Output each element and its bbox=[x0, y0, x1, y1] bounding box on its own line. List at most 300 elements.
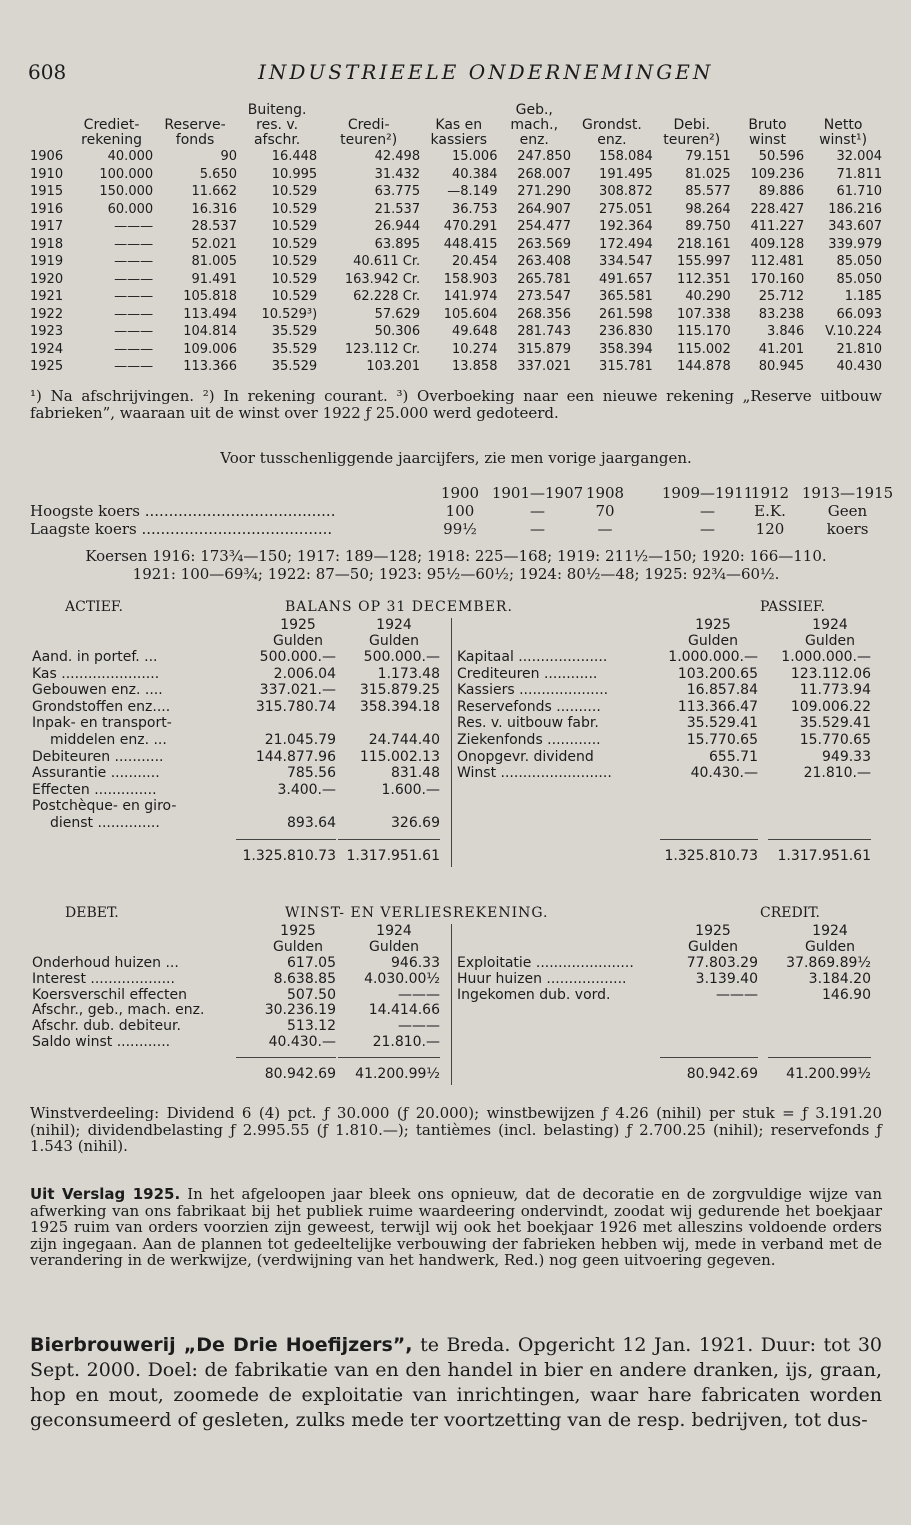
left-item-1924: 326.69 bbox=[391, 815, 440, 831]
right-item-label: Ziekenfonds ............ bbox=[457, 732, 601, 748]
left-item-1924: 24.744.40 bbox=[368, 732, 440, 748]
left-item-1925: 21.045.79 bbox=[264, 732, 336, 748]
section-right-heading: PASSIEF. bbox=[760, 599, 825, 615]
left-item-1925: 3.400.— bbox=[277, 781, 336, 798]
table-cell: 112.351 bbox=[676, 271, 731, 287]
table-cell: 113.494 bbox=[183, 306, 237, 322]
table-cell: 334.547 bbox=[599, 254, 653, 270]
total-rule bbox=[768, 839, 871, 840]
table-cell: 11.662 bbox=[191, 184, 237, 200]
table-cell: 35.529 bbox=[271, 341, 318, 357]
total-rule bbox=[660, 1057, 758, 1058]
table-cell: 192.364 bbox=[599, 219, 653, 235]
right-item-1925: 77.803.29 bbox=[686, 955, 758, 971]
table-cell: 16.316 bbox=[191, 201, 237, 217]
hoogste-koers-value: — bbox=[700, 502, 715, 520]
year-cell: 1921 bbox=[30, 289, 64, 305]
table-cell: 13.858 bbox=[451, 359, 498, 375]
table-cell: 90 bbox=[220, 149, 237, 165]
column-header-line: rekening bbox=[81, 132, 142, 148]
table-cell: 10.529 bbox=[271, 271, 318, 287]
right-item-1924: 146.90 bbox=[822, 986, 871, 1003]
table-cell: 337.021 bbox=[517, 359, 571, 375]
left-item-1925: 500.000.— bbox=[259, 649, 336, 665]
table-cell: 358.394 bbox=[599, 341, 653, 357]
table-cell: 170.160 bbox=[750, 271, 805, 287]
left-item-1924: 1.600.— bbox=[381, 781, 440, 798]
left-item-1925: 785.56 bbox=[287, 765, 336, 782]
year-1924-right: 1924 bbox=[812, 923, 848, 939]
table-cell: 264.907 bbox=[517, 201, 571, 217]
table-cell: 315.781 bbox=[599, 359, 653, 375]
table-cell: 42.498 bbox=[374, 149, 421, 165]
laagste-koers-value: koers bbox=[826, 520, 869, 538]
left-item-label: Grondstoffen enz.... bbox=[32, 698, 171, 715]
table-cell: 40.290 bbox=[685, 289, 731, 305]
table-cell: 268.007 bbox=[517, 166, 571, 182]
left-item-label: Assurantie ........... bbox=[32, 765, 160, 782]
column-header-line: res. v. bbox=[256, 117, 299, 133]
table-cell: 10.995 bbox=[271, 166, 318, 182]
table-cell: 275.051 bbox=[599, 201, 653, 217]
right-item-label: Exploitatie ...................... bbox=[457, 955, 634, 971]
table-row bbox=[30, 306, 882, 324]
table-cell: 40.611 Cr. bbox=[353, 254, 421, 270]
year-cell: 1923 bbox=[30, 324, 64, 340]
table-row bbox=[30, 253, 882, 271]
year-1925-left: 1925 bbox=[280, 923, 316, 939]
running-title: INDUSTRIEELE ONDERNEMINGEN bbox=[258, 60, 714, 84]
table-cell: ——— bbox=[114, 324, 154, 340]
table-cell: 491.657 bbox=[599, 271, 653, 287]
column-header bbox=[420, 103, 497, 148]
table-cell: 31.432 bbox=[374, 166, 421, 182]
total-rule bbox=[660, 839, 758, 840]
left-item-label: Interest ................... bbox=[32, 970, 175, 987]
table-cell: 247.850 bbox=[517, 149, 571, 165]
laagste-koers-value: — bbox=[530, 520, 545, 538]
unit-left-2: Gulden bbox=[369, 939, 419, 955]
company-name: Bierbrouwerij „De Drie Hoefijzers”, bbox=[30, 1334, 413, 1356]
table-row bbox=[30, 148, 882, 166]
table-cell: 35.529 bbox=[271, 359, 318, 375]
table-cell: 52.021 bbox=[191, 236, 237, 252]
table-cell: 141.974 bbox=[443, 289, 498, 305]
table-cell: 21.810 bbox=[836, 341, 882, 357]
table-cell: 115.170 bbox=[676, 324, 731, 340]
left-item-1924: 500.000.— bbox=[363, 649, 440, 665]
left-total-1924: 1.317.951.61 bbox=[346, 847, 440, 864]
table-cell: 79.151 bbox=[685, 149, 731, 165]
column-header-line: mach., bbox=[510, 117, 559, 133]
table-cell: —8.149 bbox=[447, 184, 498, 200]
hoogste-koers-value: E.K. bbox=[754, 502, 786, 520]
column-header-line: winst¹) bbox=[819, 132, 868, 148]
left-item-1924: 1.173.48 bbox=[377, 665, 440, 682]
table-cell: 1.185 bbox=[844, 289, 882, 305]
column-header-line: teuren²) bbox=[340, 132, 398, 148]
table-cell: ——— bbox=[114, 236, 154, 252]
historical-figures-table bbox=[30, 103, 882, 376]
year-1925-right: 1925 bbox=[695, 617, 731, 633]
left-item-label: Onderhoud huizen ... bbox=[32, 955, 179, 971]
table-cell: 35.529 bbox=[271, 324, 318, 340]
koers-year-value: 1900 bbox=[440, 484, 480, 502]
table-cell: 103.201 bbox=[366, 359, 421, 375]
left-item-label: Inpak- en transport- bbox=[32, 715, 172, 732]
right-item-label: Res. v. uitbouw fabr. bbox=[457, 715, 599, 732]
unit-left-2: Gulden bbox=[369, 633, 419, 649]
year-cell: 1919 bbox=[30, 254, 64, 270]
table-cell: 91.491 bbox=[191, 271, 237, 287]
left-item-1925: 40.430.— bbox=[268, 1034, 336, 1050]
table-row bbox=[30, 183, 882, 201]
column-header-line: kassiers bbox=[430, 132, 488, 148]
table-cell: 63.895 bbox=[374, 236, 421, 252]
right-item-1924: 3.184.20 bbox=[808, 970, 871, 987]
right-total-1925: 80.942.69 bbox=[686, 1065, 758, 1082]
table-cell: 26.944 bbox=[374, 219, 421, 235]
table-cell: 10.529³) bbox=[261, 306, 318, 322]
table-cell: 10.529 bbox=[271, 289, 318, 305]
table-cell: 186.216 bbox=[828, 201, 882, 217]
table-cell: 265.781 bbox=[517, 271, 571, 287]
right-item-label: Ingekomen dub. vord. bbox=[457, 986, 611, 1003]
hoogste-koers-value: 70 bbox=[595, 502, 615, 520]
table-cell: 261.598 bbox=[599, 306, 653, 322]
table-cell: 80.945 bbox=[758, 359, 805, 375]
table-cell: 158.903 bbox=[443, 271, 498, 287]
right-total-1924: 1.317.951.61 bbox=[777, 847, 871, 864]
table-cell: 273.547 bbox=[517, 289, 571, 305]
table-cell: 218.161 bbox=[676, 236, 731, 252]
column-header bbox=[317, 103, 420, 148]
footnotes: ¹) Na afschrijvingen. ²) In rekening courant. ³) Overboeking naar een nieuwe rekening „Reserve uitbouw fabrieken”, waaraan uit de winst over 1922 ƒ 25.000 werd gedoteerd. bbox=[30, 387, 882, 422]
left-item-label: middelen enz. ... bbox=[50, 732, 167, 748]
total-rule bbox=[768, 1057, 871, 1058]
koers-year-value: 1908 bbox=[585, 484, 625, 502]
right-item-label: Reservefonds .......... bbox=[457, 698, 601, 715]
company-text: te Breda. Opgericht 12 Jan. 1921. Duur: tot 30 Sept. 2000. Doel: de fabrikatie van en den handel in bier en andere dranken, ijs, graan, hop en mout, zoomede de exploitatie van inrichtingen, waar hare fabricaten worden geconsumeerd of gesleten, zulks mede ter voortzetting van de resp. bedrijven, tot dus- bbox=[30, 1334, 883, 1431]
year-cell: 1906 bbox=[30, 149, 64, 165]
koers-year-value: 1913—1915 bbox=[801, 484, 894, 502]
right-item-1924: 15.770.65 bbox=[799, 732, 871, 748]
table-cell: 308.872 bbox=[599, 184, 653, 200]
year-cell: 1920 bbox=[30, 271, 64, 287]
table-cell: 49.648 bbox=[451, 324, 498, 340]
table-row bbox=[30, 236, 882, 254]
column-header bbox=[731, 103, 805, 148]
right-item-1925: 103.200.65 bbox=[677, 665, 758, 682]
table-cell: 104.814 bbox=[183, 324, 237, 340]
table-cell: ——— bbox=[114, 254, 154, 270]
left-item-1924: 358.394.18 bbox=[359, 698, 440, 715]
table-cell: 172.494 bbox=[599, 236, 653, 252]
table-row bbox=[30, 341, 882, 359]
column-header-line: winst bbox=[748, 132, 786, 148]
table-cell: 89.750 bbox=[685, 219, 731, 235]
right-item-1925: 35.529.41 bbox=[686, 715, 758, 732]
table-cell: 81.025 bbox=[685, 166, 731, 182]
left-item-label: Afschr., geb., mach. enz. bbox=[32, 1002, 205, 1019]
column-header bbox=[653, 103, 731, 148]
year-cell: 1915 bbox=[30, 184, 64, 200]
column-header bbox=[571, 103, 653, 148]
left-item-1924: 831.48 bbox=[391, 765, 440, 782]
table-cell: 112.481 bbox=[750, 254, 805, 270]
table-cell: 470.291 bbox=[443, 219, 498, 235]
table-cell: 409.128 bbox=[750, 236, 805, 252]
unit-right-2: Gulden bbox=[805, 939, 855, 955]
table-cell: ——— bbox=[114, 359, 154, 375]
table-cell: 411.227 bbox=[750, 219, 805, 235]
table-cell: ——— bbox=[114, 341, 154, 357]
table-cell: 40.430 bbox=[836, 359, 882, 375]
table-cell: 10.274 bbox=[451, 341, 498, 357]
koersen-line-2: 1921: 100—69¾; 1922: 87—50; 1923: 95½—60½; 1924: 80½—48; 1925: 92¾—60½. bbox=[132, 565, 780, 583]
table-cell: 109.236 bbox=[750, 166, 805, 182]
column-header bbox=[804, 103, 882, 148]
column-header-line: Credi- bbox=[347, 117, 390, 133]
right-item-label: Kapitaal .................... bbox=[457, 649, 608, 665]
column-header-line: enz. bbox=[597, 132, 627, 148]
table-cell: 10.529 bbox=[271, 184, 318, 200]
hoogste-koers-value: 100 bbox=[445, 502, 475, 520]
table-cell: 63.775 bbox=[374, 184, 421, 200]
table-cell: 163.942 Cr. bbox=[344, 271, 421, 287]
verslag-paragraph bbox=[30, 1186, 882, 1269]
total-rule bbox=[338, 839, 440, 840]
center-rule bbox=[451, 618, 452, 867]
table-cell: 115.002 bbox=[676, 341, 731, 357]
hoogste-koers-value: — bbox=[530, 502, 545, 520]
table-row bbox=[30, 218, 882, 236]
right-item-1925: 15.770.65 bbox=[686, 732, 758, 748]
table-cell: 3.846 bbox=[767, 324, 805, 340]
left-item-1925: 337.021.— bbox=[259, 682, 336, 699]
left-item-label: dienst .............. bbox=[50, 815, 160, 831]
table-cell: 109.006 bbox=[183, 341, 237, 357]
table-cell: 191.495 bbox=[599, 166, 653, 182]
left-item-label: Saldo winst ............ bbox=[32, 1034, 171, 1050]
column-header-line: afschr. bbox=[253, 132, 301, 148]
table-cell: 339.979 bbox=[828, 236, 882, 252]
column-header bbox=[237, 103, 317, 148]
column-header-line: Reserve- bbox=[164, 117, 226, 133]
table-cell: 40.384 bbox=[451, 166, 498, 182]
table-cell: 21.537 bbox=[374, 201, 421, 217]
year-column-header bbox=[30, 103, 70, 148]
table-row bbox=[30, 323, 882, 341]
right-item-1925: ——— bbox=[716, 986, 758, 1003]
left-item-1924: ——— bbox=[398, 986, 440, 1003]
section-left-heading: ACTIEF. bbox=[65, 599, 123, 615]
table-cell: 98.264 bbox=[685, 201, 731, 217]
laagste-koers-value: 99½ bbox=[443, 520, 477, 538]
intermediate-note: Voor tusschenliggende jaarcijfers, zie men vorige jaargangen. bbox=[220, 449, 692, 467]
total-rule bbox=[236, 839, 336, 840]
verslag-lead: Uit Verslag 1925. bbox=[30, 1185, 181, 1203]
table-cell: 16.448 bbox=[271, 149, 318, 165]
column-header bbox=[70, 103, 153, 148]
left-item-label: Kas ...................... bbox=[32, 665, 160, 682]
laagste-koers-value: 120 bbox=[755, 520, 785, 538]
column-header bbox=[497, 103, 571, 148]
table-cell: 10.529 bbox=[271, 201, 318, 217]
left-item-1925: 8.638.85 bbox=[273, 970, 336, 987]
column-header-line: Kas en bbox=[435, 117, 483, 133]
left-item-1924: 315.879.25 bbox=[359, 682, 440, 699]
hoogste-koers-label: Hoogste koers ........................................ bbox=[30, 502, 336, 520]
table-cell: 66.093 bbox=[836, 306, 882, 322]
unit-right-2: Gulden bbox=[805, 633, 855, 649]
table-row bbox=[30, 201, 882, 219]
table-cell: 61.710 bbox=[836, 184, 882, 200]
year-cell: 1918 bbox=[30, 236, 64, 252]
unit-left-1: Gulden bbox=[273, 939, 323, 955]
table-cell: ——— bbox=[114, 289, 154, 305]
left-item-1925: 30.236.19 bbox=[264, 1002, 336, 1019]
left-item-label: Postchèque- en giro- bbox=[32, 798, 177, 815]
table-cell: 254.477 bbox=[517, 219, 571, 235]
section-left-heading: DEBET. bbox=[65, 905, 119, 921]
left-item-1925: 315.780.74 bbox=[255, 698, 336, 715]
table-cell: 50.306 bbox=[374, 324, 421, 340]
table-cell: 281.743 bbox=[517, 324, 571, 340]
column-header-line: Buiteng. bbox=[247, 102, 307, 118]
column-header-line: teuren²) bbox=[663, 132, 721, 148]
right-item-1925: 40.430.— bbox=[690, 765, 758, 782]
total-rule bbox=[338, 1057, 440, 1058]
laagste-koers-value: — bbox=[597, 520, 613, 538]
left-item-1924: 14.414.66 bbox=[368, 1002, 440, 1019]
table-cell: 89.886 bbox=[758, 184, 805, 200]
table-cell: 100.000 bbox=[99, 166, 154, 182]
year-1925-right: 1925 bbox=[695, 923, 731, 939]
left-item-1925: 893.64 bbox=[287, 815, 336, 831]
left-item-1924: ——— bbox=[398, 1018, 440, 1035]
year-cell: 1917 bbox=[30, 219, 64, 235]
company-paragraph bbox=[30, 1333, 882, 1433]
section-right-heading: CREDIT. bbox=[760, 905, 820, 921]
table-cell: V.10.224 bbox=[825, 324, 882, 340]
verslag-text: In het afgeloopen jaar bleek ons opnieuw, dat de decoratie en de zorgvuldige wijze van afwerking van ons fabrikaat bij het publiek ruime waardeering ondervindt, zoodat wij gedurende het boekjaar 1925 ruim van orders voorzien zijn geweest, terwijl wij ook het boekjaar 1926 met alleszins voldoende orders zijn ingegaan. Aan de plannen tot gedeeltelijke verbouwing der fabrieken hebben wij, mede in verband met de verandering in de werkwijze, (verdwijning van het handwerk, Red.) nog geen uitvoering gegeven. bbox=[30, 1185, 882, 1269]
table-cell: ——— bbox=[114, 271, 154, 287]
table-cell: 20.454 bbox=[451, 254, 498, 270]
left-item-1924: 115.002.13 bbox=[359, 748, 440, 765]
right-item-1925: 16.857.84 bbox=[686, 682, 758, 699]
center-rule bbox=[451, 924, 452, 1085]
unit-left-1: Gulden bbox=[273, 633, 323, 649]
section-title: BALANS OP 31 DECEMBER. bbox=[285, 599, 513, 615]
total-rule bbox=[236, 1057, 336, 1058]
right-item-label: Onopgevr. dividend bbox=[457, 748, 594, 765]
table-cell: 40.000 bbox=[107, 149, 154, 165]
right-item-1924: 11.773.94 bbox=[799, 682, 871, 699]
table-cell: 113.366 bbox=[183, 359, 237, 375]
left-item-label: Aand. in portef. ... bbox=[32, 649, 158, 665]
koers-year-value: 1901—1907 bbox=[491, 484, 584, 502]
table-cell: 15.006 bbox=[451, 149, 498, 165]
column-header-line: Debi. bbox=[673, 117, 711, 133]
right-item-1924: 21.810.— bbox=[803, 765, 871, 782]
column-header-line: Netto bbox=[823, 117, 863, 133]
left-item-1924: 21.810.— bbox=[372, 1034, 440, 1050]
right-item-1924: 1.000.000.— bbox=[781, 649, 871, 665]
table-cell: 10.529 bbox=[271, 254, 318, 270]
right-item-1925: 1.000.000.— bbox=[668, 649, 758, 665]
table-cell: 85.050 bbox=[836, 271, 882, 287]
left-item-label: Gebouwen enz. .... bbox=[32, 682, 163, 699]
year-1924-right: 1924 bbox=[812, 617, 848, 633]
table-cell: 107.338 bbox=[676, 306, 731, 322]
table-cell: 263.569 bbox=[517, 236, 571, 252]
left-total-1924: 41.200.99½ bbox=[355, 1065, 440, 1082]
table-cell: 10.529 bbox=[271, 219, 318, 235]
right-item-1924: 37.869.89½ bbox=[786, 955, 871, 971]
table-cell: 158.084 bbox=[599, 149, 653, 165]
table-cell: 28.537 bbox=[191, 219, 237, 235]
table-cell: 263.408 bbox=[517, 254, 571, 270]
left-item-label: Effecten .............. bbox=[32, 781, 157, 798]
left-total-1925: 80.942.69 bbox=[264, 1065, 336, 1082]
right-item-1924: 35.529.41 bbox=[799, 715, 871, 732]
right-total-1925: 1.325.810.73 bbox=[664, 847, 758, 864]
koers-year-value: 1912 bbox=[750, 484, 790, 502]
year-cell: 1916 bbox=[30, 201, 64, 217]
table-cell: 155.997 bbox=[676, 254, 731, 270]
left-item-1925: 144.877.96 bbox=[255, 748, 336, 765]
table-cell: 448.415 bbox=[443, 236, 498, 252]
unit-right-1: Gulden bbox=[688, 939, 738, 955]
right-item-label: Crediteuren ............ bbox=[457, 665, 598, 682]
table-cell: 105.604 bbox=[443, 306, 498, 322]
year-1924-left: 1924 bbox=[376, 617, 412, 633]
column-header-line: Bruto bbox=[748, 117, 787, 133]
page-number: 608 bbox=[28, 60, 67, 84]
left-item-1925: 513.12 bbox=[287, 1018, 336, 1035]
right-item-label: Winst ......................... bbox=[457, 765, 612, 782]
left-item-label: Koersverschil effecten bbox=[32, 986, 188, 1003]
table-cell: 105.818 bbox=[183, 289, 237, 305]
right-total-1924: 41.200.99½ bbox=[786, 1065, 871, 1082]
table-cell: 60.000 bbox=[107, 201, 154, 217]
table-cell: 50.596 bbox=[758, 149, 805, 165]
table-cell: 5.650 bbox=[199, 166, 237, 182]
table-cell: 10.529 bbox=[271, 236, 318, 252]
table-cell: 365.581 bbox=[599, 289, 653, 305]
winstverdeeling: Winstverdeeling: Dividend 6 (4) pct. ƒ 30.000 (ƒ 20.000); winstbewijzen ƒ 4.26 (nihil) per stuk = ƒ 3.191.20 (nihil); dividendbelasting ƒ 2.995.55 (ƒ 1.810.—); tantièmes (incl. belasting) ƒ 2.700.25 (nihil); reservefonds ƒ 1.543 (nihil). bbox=[30, 1104, 882, 1155]
laagste-koers-label: Laagste koers ........................................ bbox=[30, 520, 333, 538]
table-cell: ——— bbox=[114, 306, 154, 322]
left-item-1925: 2.006.04 bbox=[273, 665, 336, 682]
column-header-line: fonds bbox=[175, 132, 215, 148]
table-cell: 343.607 bbox=[828, 219, 882, 235]
table-row bbox=[30, 271, 882, 289]
left-total-1925: 1.325.810.73 bbox=[242, 847, 336, 864]
table-cell: 150.000 bbox=[99, 184, 154, 200]
table-cell: 268.356 bbox=[517, 306, 571, 322]
table-cell: 236.830 bbox=[599, 324, 653, 340]
column-header bbox=[153, 103, 237, 148]
column-header-line: enz. bbox=[519, 132, 549, 148]
year-1925-left: 1925 bbox=[280, 617, 316, 633]
laagste-koers-value: — bbox=[700, 520, 715, 538]
table-cell: 228.427 bbox=[750, 201, 805, 217]
table-cell: 271.290 bbox=[517, 184, 571, 200]
table-cell: 41.201 bbox=[758, 341, 805, 357]
year-cell: 1924 bbox=[30, 341, 64, 357]
